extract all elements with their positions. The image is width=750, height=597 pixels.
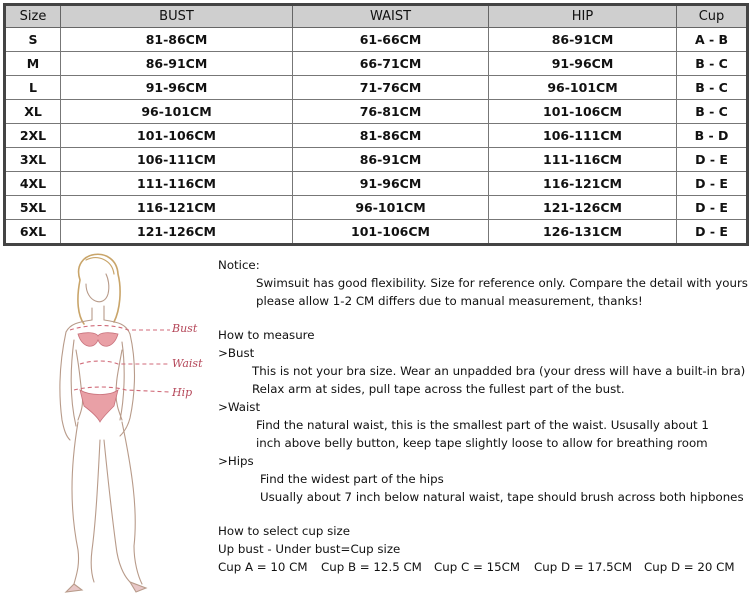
size-cell: L	[5, 76, 61, 100]
hair-outline	[78, 254, 120, 324]
hip-cell: 116-121CM	[489, 172, 677, 196]
waist-cell: 81-86CM	[293, 124, 489, 148]
waist-heading: >Waist	[218, 400, 261, 414]
cup-cell: B - D	[677, 124, 748, 148]
hip-tape	[74, 387, 170, 392]
size-cell: 3XL	[5, 148, 61, 172]
cup-cell: D - E	[677, 172, 748, 196]
size-table-header	[5, 5, 748, 28]
bust-cell: 121-126CM	[61, 220, 293, 245]
notice-title: Notice:	[218, 258, 260, 272]
size-cell: 6XL	[5, 220, 61, 245]
header-bust: BUST	[61, 5, 293, 28]
waist-cell: 91-96CM	[293, 172, 489, 196]
header-row	[5, 5, 748, 28]
size-cell: S	[5, 28, 61, 52]
bust-cell: 101-106CM	[61, 124, 293, 148]
bust-cell: 96-101CM	[61, 100, 293, 124]
how-to-measure-title: How to measure	[218, 328, 315, 342]
bust-cell: 81-86CM	[61, 28, 293, 52]
table-row	[5, 124, 748, 148]
cup-value: Cup A = 10 CM	[218, 560, 308, 574]
hip-cell: 126-131CM	[489, 220, 677, 245]
bust-heading: >Bust	[218, 346, 255, 360]
cup-value: Cup B = 12.5 CM	[321, 560, 422, 574]
hip-cell: 96-101CM	[489, 76, 677, 100]
measurement-notes	[218, 256, 748, 576]
table-row	[5, 172, 748, 196]
hip-cell: 86-91CM	[489, 28, 677, 52]
hips-line-1: Find the widest part of the hips	[260, 472, 444, 486]
table-row	[5, 76, 748, 100]
bust-line-2: Relax arm at sides, pull tape across the fullest part of the bust.	[252, 382, 625, 396]
hip-label: Hip	[172, 386, 193, 399]
size-table-body	[5, 28, 748, 245]
waist-cell: 61-66CM	[293, 28, 489, 52]
cup-values-row	[218, 558, 748, 576]
size-cell: 4XL	[5, 172, 61, 196]
bust-cell: 111-116CM	[61, 172, 293, 196]
table-row	[5, 28, 748, 52]
size-cell: XL	[5, 100, 61, 124]
waist-tape	[80, 361, 170, 364]
waist-cell: 96-101CM	[293, 196, 489, 220]
waist-line-1: Find the natural waist, this is the smallest part of the waist. Ususally about 1	[256, 418, 709, 432]
table-row	[5, 100, 748, 124]
waist-cell: 76-81CM	[293, 100, 489, 124]
hip-cell: 111-116CM	[489, 148, 677, 172]
hip-cell: 91-96CM	[489, 52, 677, 76]
cup-formula: Up bust - Under bust=Cup size	[218, 542, 401, 556]
hips-line-2: Usually about 7 inch below natural waist, tape should brush across both hipbones	[260, 490, 744, 504]
notice-line-2: please allow 1-2 CM differs due to manual measurement, thanks!	[256, 294, 643, 308]
header-waist: WAIST	[293, 5, 489, 28]
waist-line-2: inch above belly button, keep tape slightly loose to allow for breathing room	[256, 436, 708, 450]
cup-size-title: How to select cup size	[218, 524, 350, 538]
bust-line-1: This is not your bra size. Wear an unpadded bra (your dress will have a built-in bra)	[252, 364, 746, 378]
cup-cell: B - C	[677, 100, 748, 124]
cup-cell: D - E	[677, 220, 748, 245]
bust-cell: 106-111CM	[61, 148, 293, 172]
cup-cell: A - B	[677, 28, 748, 52]
cup-cell: D - E	[677, 196, 748, 220]
waist-cell: 66-71CM	[293, 52, 489, 76]
cup-value: Cup D = 20 CM	[644, 560, 735, 574]
size-cell: 2XL	[5, 124, 61, 148]
table-row	[5, 220, 748, 245]
waist-cell: 86-91CM	[293, 148, 489, 172]
hip-cell: 106-111CM	[489, 124, 677, 148]
header-size: Size	[5, 5, 61, 28]
body-measurement-illustration	[18, 250, 218, 595]
waist-cell: 71-76CM	[293, 76, 489, 100]
bikini-bottom	[80, 390, 118, 422]
waist-cell: 101-106CM	[293, 220, 489, 245]
cup-value: Cup C = 15CM	[434, 560, 520, 574]
notice-line-1: Swimsuit has good flexibility. Size for reference only. Compare the detail with yours	[256, 276, 748, 290]
table-row	[5, 52, 748, 76]
header-hip: HIP	[489, 5, 677, 28]
waist-label: Waist	[172, 357, 203, 370]
size-cell: 5XL	[5, 196, 61, 220]
size-chart-table	[3, 3, 749, 246]
cup-cell: D - E	[677, 148, 748, 172]
table-row	[5, 148, 748, 172]
bust-tape	[70, 326, 170, 331]
bust-label: Bust	[172, 322, 198, 335]
bust-cell: 116-121CM	[61, 196, 293, 220]
header-cup: Cup	[677, 5, 748, 28]
hips-heading: >Hips	[218, 454, 254, 468]
size-cell: M	[5, 52, 61, 76]
cup-value: Cup D = 17.5CM	[534, 560, 633, 574]
cup-cell: B - C	[677, 52, 748, 76]
hip-cell: 101-106CM	[489, 100, 677, 124]
bust-cell: 91-96CM	[61, 76, 293, 100]
cup-cell: B - C	[677, 76, 748, 100]
bikini-top	[78, 333, 118, 347]
table-row	[5, 196, 748, 220]
bust-cell: 86-91CM	[61, 52, 293, 76]
hip-cell: 121-126CM	[489, 196, 677, 220]
